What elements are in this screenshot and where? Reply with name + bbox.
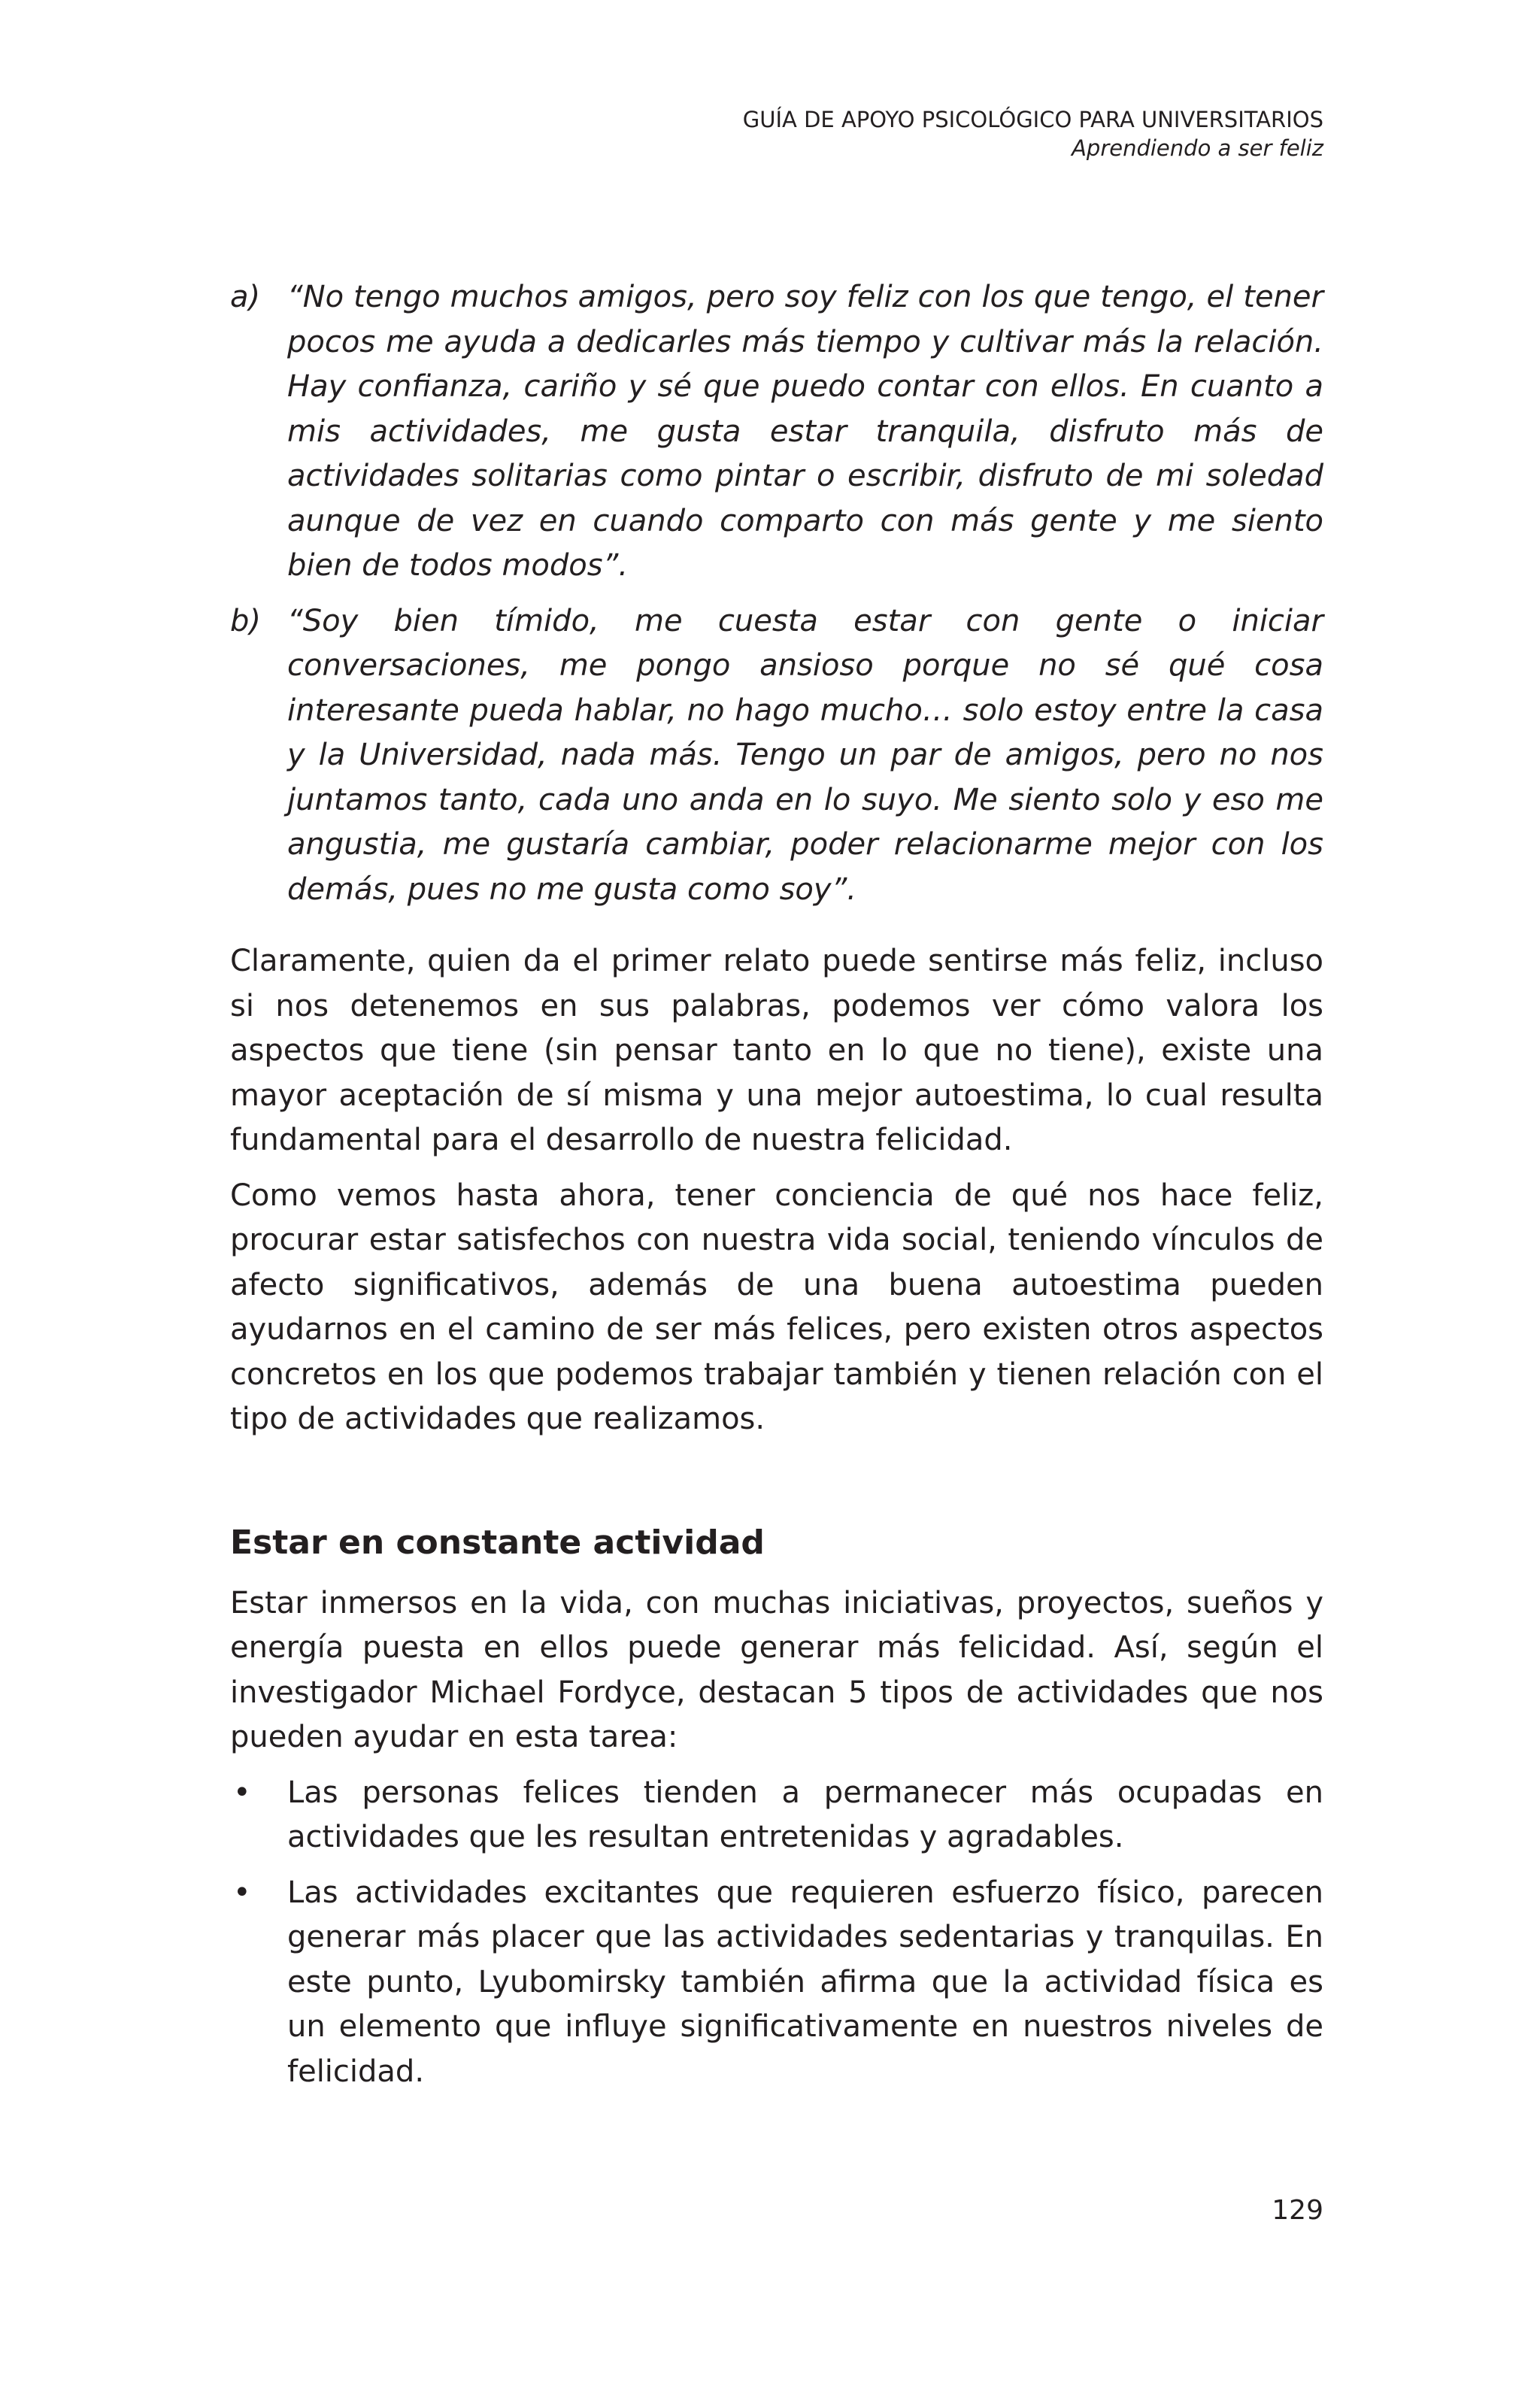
bullet-item <box>230 1771 1323 1860</box>
bullet-list <box>230 1771 1323 2095</box>
quote-marker: b) <box>230 603 261 638</box>
quote-item <box>230 275 1323 589</box>
bullet-text: Las actividades excitantes que requieren esfuerzo físico, parecen generar más placer que las actividades sedentarias y tranquilas. En este punto, Lyubomirsky también afirma que la actividad física es un elemento que influye significativamente en nuestros niveles de felicidad. <box>287 1875 1323 2089</box>
section-heading: Estar en constante actividad <box>230 1523 765 1562</box>
quote-text: “No tengo muchos amigos, pero soy feliz con los que tengo, el tener pocos me ayuda a dedicarles más tiempo y cultivar más la relación. Hay confianza, cariño y sé que puedo contar con ellos. En cuanto a mis actividades, me gusta estar tranquila, disfruto más de actividades solitarias como pintar o escribir, disfruto de mi soledad aunque de vez en cuando comparto con más gente y me siento bien de todos modos”. <box>287 280 1323 583</box>
book-subtitle: Aprendiendo a ser feliz <box>1072 135 1323 161</box>
quote-item <box>230 599 1323 913</box>
page-content <box>230 275 1323 2105</box>
bullet-text: Las personas felices tienden a permanecer más ocupadas en actividades que les resultan entretenidas y agradables. <box>287 1775 1323 1854</box>
section-intro: Estar inmersos en la vida, con muchas iniciativas, proyectos, sueños y energía puesta en ellos puede generar más felicidad. Así, según el investigador Michael Fordyce, destacan 5 tipos de actividades que nos pueden ayudar en esta tarea: <box>230 1585 1323 1754</box>
quote-text: “Soy bien tímido, me cuesta estar con gente o iniciar conversaciones, me pongo ansioso porque no sé qué cosa interesante pueda hablar, no hago mucho… solo estoy entre la casa y la Universidad, nada más. Tengo un par de amigos, pero no nos juntamos tanto, cada uno anda en lo suyo. Me siento solo y eso me angustia, me gustaría cambiar, poder relacionarme mejor con los demás, pues no me gusta como soy”. <box>287 603 1323 907</box>
running-header <box>743 105 1323 162</box>
bullet-icon: • <box>233 1875 251 1910</box>
quote-list <box>230 275 1323 912</box>
bullet-item <box>230 1871 1323 2095</box>
page-number: 129 <box>1272 2195 1323 2226</box>
bullet-icon: • <box>233 1775 251 1810</box>
quote-marker: a) <box>230 280 261 314</box>
book-title: GUÍA DE APOYO PSICOLÓGICO PARA UNIVERSITARIOS <box>742 107 1323 132</box>
body-paragraph: Como vemos hasta ahora, tener conciencia de qué nos hace feliz, procurar estar satisfechos con nuestra vida social, teniendo vínculos de afecto significativos, además de una buena autoestima pueden ayudarnos en el camino de ser más felices, pero existen otros aspectos concretos en los que podemos trabajar también y tienen relación con el tipo de actividades que realizamos. <box>230 1178 1323 1436</box>
body-paragraph: Claramente, quien da el primer relato puede sentirse más feliz, incluso si nos detenemos en sus palabras, podemos ver cómo valora los aspectos que tiene (sin pensar tanto en lo que no tiene), existe una mayor aceptación de sí misma y una mejor autoestima, lo cual resulta fundamental para el desarrollo de nuestra felicidad. <box>230 944 1323 1157</box>
